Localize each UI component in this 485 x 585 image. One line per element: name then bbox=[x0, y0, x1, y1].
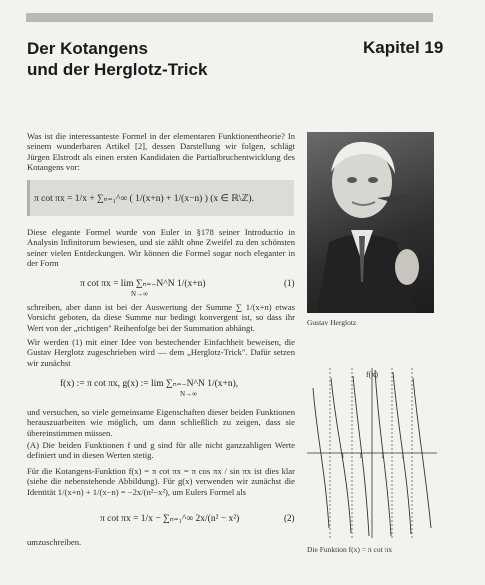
portrait-illustration bbox=[307, 132, 434, 313]
sum-note-paragraph: schreiben, aber dann ist bei der Auswertung der Summe ∑ 1/(x+n) etwas Vorsicht geboten, da diese Summe nur bedingt konvergent ist, so dass ihr Wert von der „richtigen" Reihenfolge bei der Summation abhängt. bbox=[27, 302, 295, 333]
herglotz-paragraph: Wir werden (1) mit einer Idee von bestechender Einfachheit beweisen, die Gustav Herglotz zugeschrieben wird — dem „Herglotz-Trick". Dafür setzen wir zunächst bbox=[27, 337, 295, 368]
herglotz-photo bbox=[307, 132, 434, 313]
equation-1-number: (1) bbox=[284, 278, 295, 288]
chapter-number: Kapitel 19 bbox=[363, 38, 444, 57]
title-line-1: Der Kotangens bbox=[27, 39, 148, 58]
cotangent-figure bbox=[307, 368, 437, 538]
cotangent-plot bbox=[307, 368, 437, 538]
item-a: (A) Die beiden Funktionen f und g sind für alle nicht ganzzahligen Werte definiert und in diesen Werten stetig. bbox=[27, 440, 295, 461]
cotangent-definition-paragraph: Für die Kotangens-Funktion f(x) = π cot πx = π cos πx / sin πx ist dies klar (siehe die nebenstehende Abbildung). Für g(x) verwenden wir zunächst die Identität 1/(x+n) + 1/(x−n) = −2x/(n²−x²), um Eulers Formel als bbox=[27, 466, 295, 497]
tick-label: 1 bbox=[401, 452, 405, 460]
equation-1: π cot πx = lim ∑ₙ₌₋N^N 1/(x+n) bbox=[80, 279, 206, 289]
equation-1-limit: N→∞ bbox=[131, 290, 149, 298]
main-formula: π cot πx = 1/x + ∑ₙ₌₁^∞ ( 1/(x+n) + 1/(x−n) ) (x ∈ ℝ\ℤ). bbox=[34, 194, 254, 204]
euler-paragraph: Diese elegante Formel wurde von Euler in §178 seiner Introductio in Analysin Infinitorum bewiesen, und sie zählt ohne Zweifel zu den schönsten seiner vielen Entdeckungen. Wir können die Formel sogar noch eleganter in der Form bbox=[27, 227, 295, 268]
intro-paragraph: Was ist die interessanteste Formel in der elementaren Funktionentheorie? In seinem wunderbaren Artikel [2], dessen Darstellung wir folgen, schlägt Jürgen Elstrodt als einen ersten Kandidaten die Partialbruchentwicklung des Kotangens vor: bbox=[27, 131, 295, 172]
tick-label: 1 bbox=[381, 452, 385, 460]
rewrite-paragraph: umzuschreiben. bbox=[27, 537, 82, 547]
chapter-title bbox=[27, 38, 207, 80]
tick-label: 1 bbox=[359, 452, 363, 460]
definitions-limit: N→∞ bbox=[180, 390, 198, 398]
equation-2-number: (2) bbox=[284, 513, 295, 523]
header-bar bbox=[26, 13, 433, 22]
properties-paragraph: und versuchen, so viele gemeinsame Eigenschaften dieser beiden Funktionen herauszuarbeiten wie möglich, um dann schließlich zu zeigen, dass sie übereinstimmen müssen. bbox=[27, 407, 295, 438]
plot-label: f(x) bbox=[366, 370, 378, 379]
title-line-2: und der Herglotz-Trick bbox=[27, 60, 208, 79]
photo-caption: Gustav Herglotz bbox=[307, 318, 357, 327]
tick-label: 1 bbox=[341, 452, 345, 460]
equation-2: π cot πx = 1/x − ∑ₙ₌₁^∞ 2x/(n² − x²) bbox=[100, 514, 240, 524]
plot-caption: Die Funktion f(x) = π cot πx bbox=[307, 545, 393, 554]
definitions-formula: f(x) := π cot πx, g(x) := lim ∑ₙ₌₋N^N 1/(x+n), bbox=[60, 379, 239, 389]
